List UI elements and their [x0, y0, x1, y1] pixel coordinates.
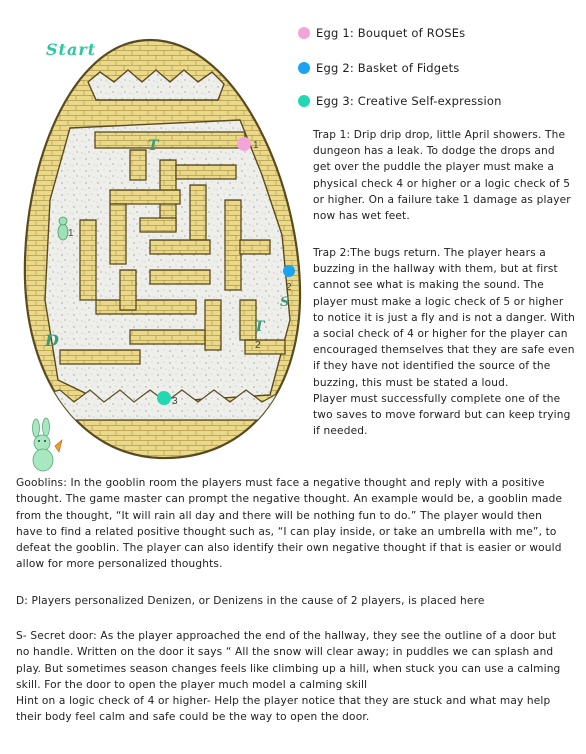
egg-2-marker [283, 265, 295, 277]
egg-3-number: 3 [172, 396, 178, 407]
legend-egg-2-label: Egg 2: Basket of Fidgets [316, 61, 460, 75]
denizen-text [16, 593, 572, 609]
secret-door-paragraph: S- Secret door: As the player approached the end of the hallway, they see the outline of a door but no handle. Written on the door it says “ All the snow will clear away; in puddles we can splash and play. But sometimes season changes feels like climbing up a hill, when stuck you can use a calming skill. For the door to open the player much model a calming skill [16, 630, 561, 691]
pink-dot-icon [298, 27, 310, 39]
legend-egg-1-label: Egg 1: Bouquet of ROSEs [316, 26, 466, 40]
dungeon-map [0, 0, 310, 480]
gooblin-icon [58, 217, 68, 240]
start-label: Start [46, 40, 97, 59]
legend-egg-2 [298, 61, 459, 75]
egg-1-marker [237, 137, 251, 151]
egg-2-number: 2 [286, 282, 292, 293]
hint-paragraph: Hint on a logic check of 4 or higher- Help the player notice that they are stuck and what may help their body feel calm and safe could be the way to open the door. [16, 695, 551, 724]
trap-1-paragraph: Trap 1: Drip drip drop, little April showers. The dungeon has a leak. To dodge the drops and get over the puddle the player must make a physical check 4 or higher or a logic check of 5 or higher. On a failure take 1 damage as player now has wet feet. [313, 129, 571, 223]
trap-1-text [313, 127, 575, 224]
blue-dot-icon [298, 62, 310, 74]
trap-2-paragraph: Trap 2:The bugs return. The player hears a buzzing in the hallway with them, but at first cannot see what is making the sound. The player must make a logic check of 5 or higher to notice it is just a fly and is not a danger. With a social check of 4 or higher for the player can encouraged themselves that they are safe even if they have not identified the source of the buzzing, this must be stated a loud. [313, 247, 576, 389]
denizen-paragraph: D: Players personalized Denizen, or Denizens in the cause of 2 players, is placed here [16, 595, 485, 607]
secret-door-text [16, 628, 572, 726]
denizen-marker: D [45, 331, 59, 350]
trap-2-marker: T [254, 319, 265, 335]
teal-dot-icon [298, 95, 310, 107]
legend-egg-1 [298, 26, 465, 40]
legend-egg-3 [298, 94, 502, 108]
trap-1-marker: T [148, 138, 159, 154]
gooblins-text [16, 475, 572, 573]
bunny-denizen-icon [33, 418, 63, 471]
gooblins-paragraph: Gooblins: In the gooblin room the players must face a negative thought and reply with a positive thought. The game master can prompt the negative thought. An example would be, a gooblin made from the thought, “It will rain all day and there will be nothing fun to do.” The player would then have to find a related positive thought such as, “I can play inside, or take an umbrella with me”, to defeat the gooblin. The player can also identify their own negative thought if that is easier or would allow for more personalized thoughts. [16, 477, 563, 571]
trap-2-text [313, 245, 575, 439]
legend-egg-3-label: Egg 3: Creative Self-expression [316, 94, 502, 108]
trap-2-number: 2 [255, 340, 261, 351]
egg-3-marker [157, 391, 171, 405]
egg-1-number: 1 [253, 140, 259, 151]
trap-2-save-paragraph: Player must successfully complete one of the two saves to move forward but can keep trying if needed. [313, 392, 571, 438]
secret-door-marker: S [280, 295, 290, 310]
gooblin-number: 1 [68, 228, 74, 239]
